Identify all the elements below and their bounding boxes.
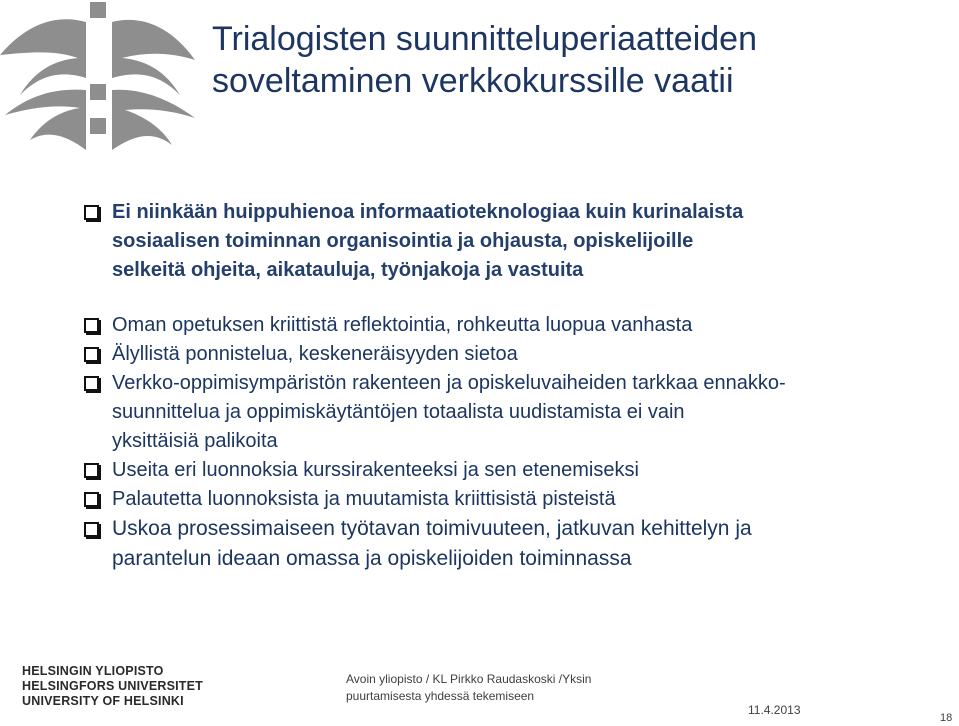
bullet-line: selkeitä ohjeita, aikatauluja, työnjakoja ja vastuita bbox=[112, 259, 584, 281]
title-line-1: Trialogisten suunnitteluperiaatteiden bbox=[212, 20, 757, 58]
bullet-line: Ei niinkään huippuhienoa informaatioteknologiaa kuin kurinalaista bbox=[112, 201, 744, 223]
university-wordmark bbox=[22, 664, 203, 709]
page-number: 18 bbox=[940, 712, 953, 724]
bullet-line: Palautetta luonnoksista ja muutamista kriittisistä pisteistä bbox=[112, 488, 616, 510]
university-name-sv: HELSINGFORS UNIVERSITET bbox=[22, 679, 204, 693]
checkbox-bullet-icon bbox=[84, 205, 99, 220]
bullet-list bbox=[82, 198, 942, 574]
footer-credit-line-2: puurtamisesta yhdessä tekemiseen bbox=[346, 689, 535, 703]
university-name-fi: HELSINGIN YLIOPISTO bbox=[22, 664, 164, 678]
slide-title bbox=[212, 18, 932, 102]
bullet-item-4 bbox=[82, 369, 942, 456]
checkbox-bullet-icon bbox=[84, 318, 99, 333]
bullet-line: sosiaalisen toiminnan organisointia ja ohjausta, opiskelijoille bbox=[112, 230, 694, 252]
bullet-line: parantelun ideaan omassa ja opiskelijoiden toiminnassa bbox=[112, 547, 632, 570]
bullet-line: yksittäisiä palikoita bbox=[112, 430, 278, 452]
footer-credit-line-1: Avoin yliopisto / KL Pirkko Raudaskoski /Yksin bbox=[346, 672, 592, 686]
checkbox-bullet-icon bbox=[84, 463, 99, 478]
checkbox-bullet-icon bbox=[84, 492, 99, 507]
bullet-item-3 bbox=[82, 340, 942, 369]
bullet-line: Verkko-oppimisympäristön rakenteen ja opiskeluvaiheiden tarkkaa ennakko- bbox=[112, 372, 786, 394]
bullet-item-5 bbox=[82, 456, 942, 485]
university-name-en: UNIVERSITY OF HELSINKI bbox=[22, 694, 184, 708]
bullet-item-2 bbox=[82, 311, 942, 340]
bullet-item-6 bbox=[82, 485, 942, 514]
bullet-item-1 bbox=[82, 198, 942, 285]
checkbox-bullet-icon bbox=[84, 376, 99, 391]
footer-date: 11.4.2013 bbox=[748, 703, 801, 717]
bullet-line: Uskoa prosessimaiseen työtavan toimivuuteen, jatkuvan kehittelyn ja bbox=[112, 517, 752, 540]
checkbox-bullet-icon bbox=[84, 347, 99, 362]
checkbox-bullet-icon bbox=[84, 522, 99, 537]
university-flame-logo bbox=[0, 0, 200, 160]
bullet-item-7 bbox=[82, 514, 942, 574]
bullet-line: Oman opetuksen kriittistä reflektointia, rohkeutta luopua vanhasta bbox=[112, 314, 693, 336]
bullet-line: Useita eri luonnoksia kurssirakenteeksi ja sen etenemiseksi bbox=[112, 459, 639, 481]
footer-credit bbox=[346, 671, 591, 705]
title-line-2: soveltaminen verkkokurssille vaatii bbox=[212, 62, 734, 100]
bullet-line: Älyllistä ponnistelua, keskeneräisyyden sietoa bbox=[112, 343, 518, 365]
bullet-line: suunnittelua ja oppimiskäytäntöjen totaalista uudistamista ei vain bbox=[112, 401, 685, 423]
